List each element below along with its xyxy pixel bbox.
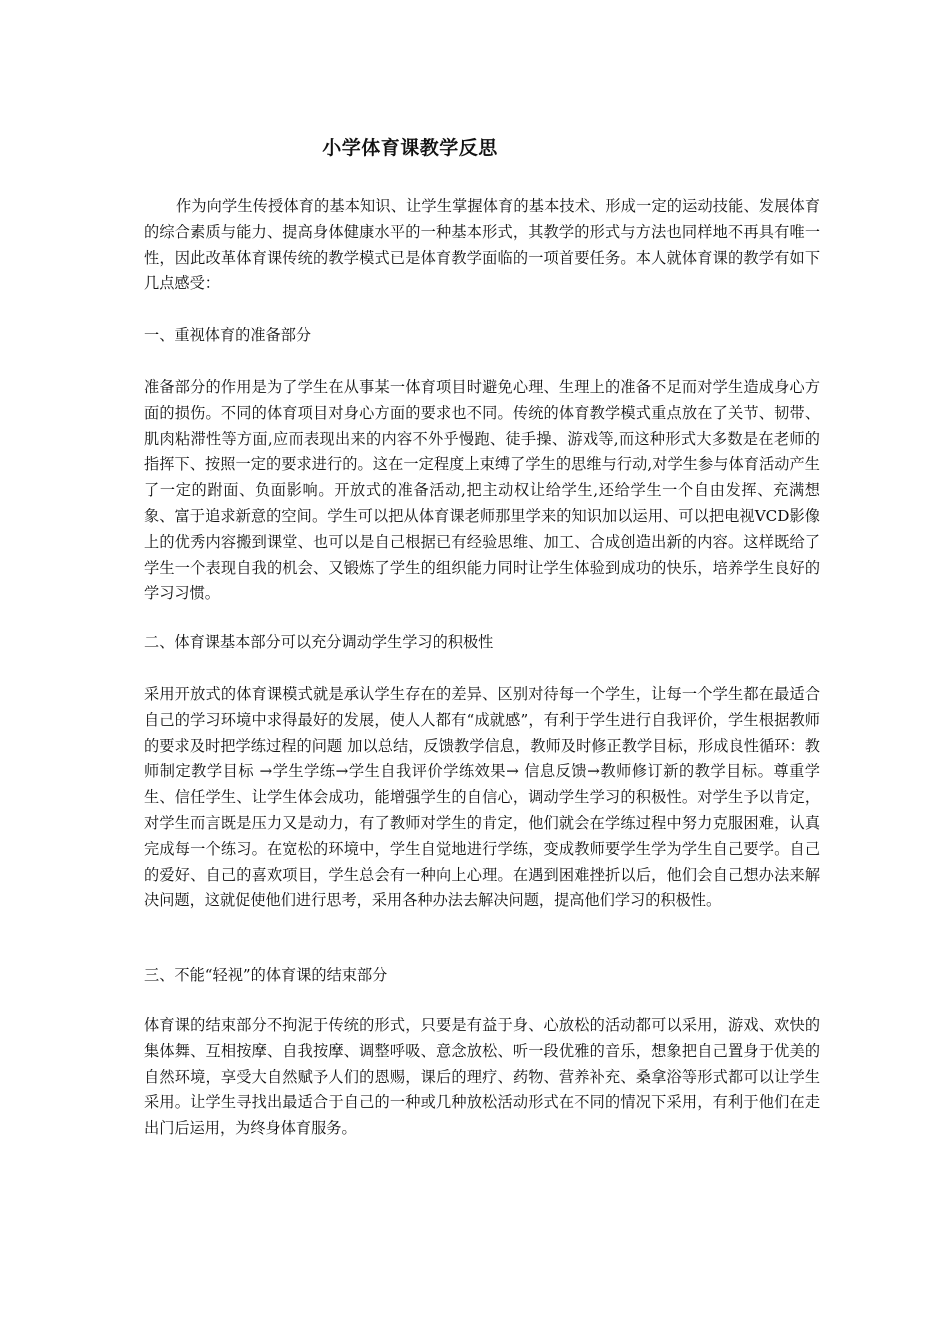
intro-paragraph: 作为向学生传授体育的基本知识、让学生掌握体育的基本技术、形成一定的运动技能、发展体育的综合素质与能力、提高身体健康水平的一种基本形式，其教学的形式与方法也同样地不再具有唯一性，因此改革体育课传统的教学模式已是体育教学面临的一项首要任务。本人就体育课的教学有如下几点感受： <box>144 197 820 293</box>
section-3-body: 体育课的结束部分不拘泥于传统的形式，只要是有益于身、心放松的活动都可以采用，游戏、欢快的集体舞、互相按摩、自我按摩、调整呼吸、意念放松、听一段优雅的音乐，想象把自己置身于优美的自然环境，享受大自然赋予人们的恩赐，课后的理疗、药物、营养补充、桑拿浴等形式都可以让学生采用。让学生寻找出最适合于自己的一种或几种放松活动形式在不同的情况下采用，有利于他们在走出门后运用，为终身体育服务。 <box>144 1016 820 1138</box>
section-1-heading: 一、重视体育的准备部分 <box>144 326 312 344</box>
section-1-body: 准备部分的作用是为了学生在从事某一体育项目时避免心理、生理上的准备不足而对学生造成身心方面的损伤。不同的体育项目对身心方面的要求也不同。传统的体育教学模式重点放在了关节、韧带、肌肉粘滞性等方面,应而表现出来的内容不外乎慢跑、徒手操、游戏等,而这种形式大多数是在老师的指挥下、按照一定的要求进行的。这在一定程度上束缚了学生的思维与行动,对学生参与体育活动产生了一定的跗面、负面影响。开放式的准备活动,把主动权让给学生,还给学生一个自由发挥、充满想象、富于追求新意的空间。学生可以把从体育课老师那里学来的知识加以运用、可以把电视VCD影像上的优秀内容搬到课堂、也可以是自己根据已有经验思维、加工、合成创造出新的内容。这样既给了学生一个表现自我的机会、又锻炼了学生的组织能力同时让学生体验到成功的快乐，培养学生良好的学习习惯。 <box>144 378 820 603</box>
document-title: 小学体育课教学反思 <box>322 137 498 159</box>
section-3-heading: 三、不能“轻视”的体育课的结束部分 <box>144 966 388 984</box>
section-2-heading: 二、体育课基本部分可以充分调动学生学习的积极性 <box>144 633 494 651</box>
section-2-body: 采用开放式的体育课模式就是承认学生存在的差异、区别对待每一个学生，让每一个学生都在最适合自己的学习环境中求得最好的发展，使人人都有“成就感”，有利于学生进行自我评价，学生根据教师的要求及时把学练过程的问题 加以总结，反馈教学信息，教师及时修正教学目标，形成良性循环：教师制定教学目标 →学生学练→学生自我评价学练效果→ 信息反馈→教师修订新的教学目标。尊重学生、信任学生、让学生体会成功，能增强学生的自信心，调动学生学习的积极性。对学生予以肯定，对学生而言既是压力又是动力，有了教师对学生的肯定，他们就会在学练过程中努力克服困难，认真完成每一个练习。在宽松的环境中，学生自觉地进行学练，变成教师要学生学为学生自己要学。自己的爱好、自己的喜欢项目，学生总会有一种向上心理。在遇到困难挫折以后，他们会自己想办法来解决问题，这就促使他们进行思考，采用各种办法去解决问题，提高他们学习的积极性。 <box>144 685 820 910</box>
